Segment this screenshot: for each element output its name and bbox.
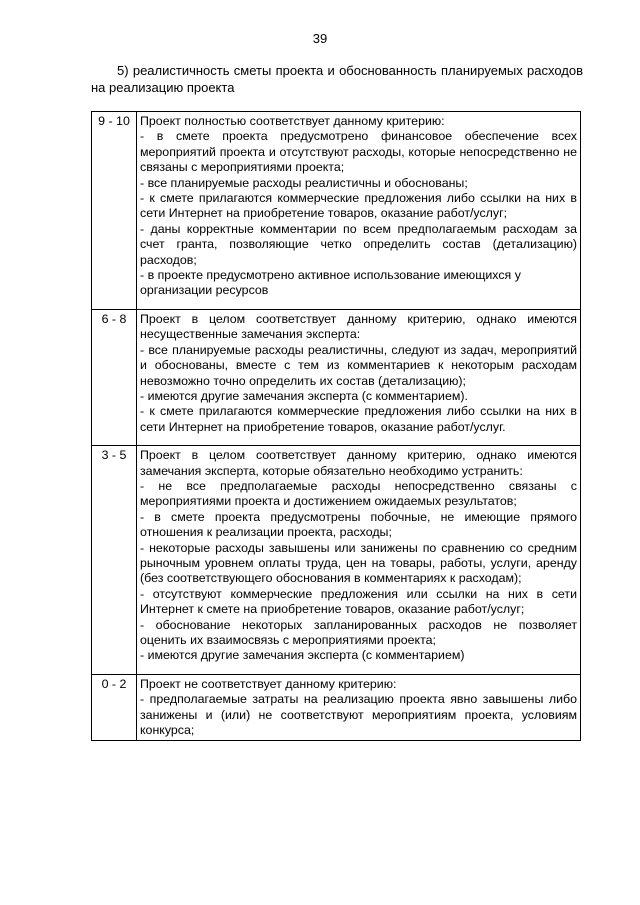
table-row (92, 446, 581, 675)
table-row (92, 112, 581, 310)
criteria-description (137, 674, 581, 741)
criteria-line: - имеются другие замечания эксперта (с комментарием) (140, 648, 465, 663)
criteria-line: - не все предполагаемые расходы непосредственно связаны с мероприятиями проекта и достижением ожидаемых результатов; (140, 478, 577, 509)
criteria-description (137, 446, 581, 675)
criteria-line: - в смете проекта предусмотрены побочные, не имеющие прямого отношения к реализации проекта, расходы; (140, 509, 577, 540)
criteria-description (137, 309, 581, 445)
table-row (92, 309, 581, 445)
criteria-line: Проект полностью соответствует данному критерию: (140, 114, 445, 128)
page-number: 39 (312, 31, 328, 46)
criteria-line: - все планируемые расходы реалистичны и обоснованы; (140, 175, 468, 190)
criteria-line: Проект в целом соответствует данному критерию, однако имеются несущественные замечания эксперта: (140, 311, 577, 342)
criteria-line: - к смете прилагаются коммерческие предложения либо ссылки на них в сети Интернет на приобретение товаров, оказание работ/услуг; (140, 191, 577, 221)
criteria-line: Проект в целом соответствует данному критерию, однако имеются замечания эксперта, которые обязательно необходимо устранить: (140, 448, 577, 478)
criteria-line: - имеются другие замечания эксперта (с комментарием). (140, 388, 468, 403)
criteria-line: - отсутствуют коммерческие предложения или ссылки на них в сети Интернет к смете на приобретение товаров, оказание работ/услуг; (140, 586, 577, 617)
criteria-table (91, 111, 581, 741)
section-intro: 5) реалистичность сметы проекта и обоснованность планируемых расходов на реализацию проекта (91, 63, 583, 95)
criteria-line: - в проекте предусмотрено активное использование имеющихся у организации ресурсов (140, 268, 521, 298)
criteria-line: - обоснование некоторых запланированных расходов не позволяет оценить их взаимосвязь с мероприятиями проекта; (140, 617, 577, 647)
score-range: 6 - 8 (92, 309, 137, 445)
score-range: 0 - 2 (92, 674, 137, 741)
score-range: 3 - 5 (92, 446, 137, 675)
criteria-line: - в смете проекта предусмотрено финансовое обеспечение всех мероприятий проекта и отсутствуют расходы, которые непосредственно не связаны с мероприятиями проекта; (140, 129, 577, 175)
criteria-line: - даны корректные комментарии по всем предполагаемым расходам за счет гранта, позволяющие четко определить состав (детализацию) расходов; (140, 221, 577, 267)
score-range: 9 - 10 (92, 112, 137, 310)
criteria-line: - предполагаемые затраты на реализацию проекта явно завышены либо занижены и (или) не соответствуют мероприятиям проекта, условиям конкурса; (140, 692, 577, 738)
criteria-line: - к смете прилагаются коммерческие предложения либо ссылки на них в сети Интернет на приобретение товаров, оказание работ/услуг. (140, 404, 577, 434)
criteria-line: - некоторые расходы завышены или занижены по сравнению со средним рыночным уровнем оплаты труда, цен на товары, работы, услуги, аренду (без соответствующего обоснования в комментариях к расходам); (140, 540, 577, 586)
criteria-line: Проект не соответствует данному критерию: (140, 676, 397, 691)
criteria-line: - все планируемые расходы реалистичны, следуют из задач, мероприятий и обоснованы, вместе с тем из комментариев к некоторым расходам невозможно точно определить их состав (детализацию); (140, 342, 577, 388)
criteria-description (137, 112, 581, 310)
table-row (92, 674, 581, 741)
